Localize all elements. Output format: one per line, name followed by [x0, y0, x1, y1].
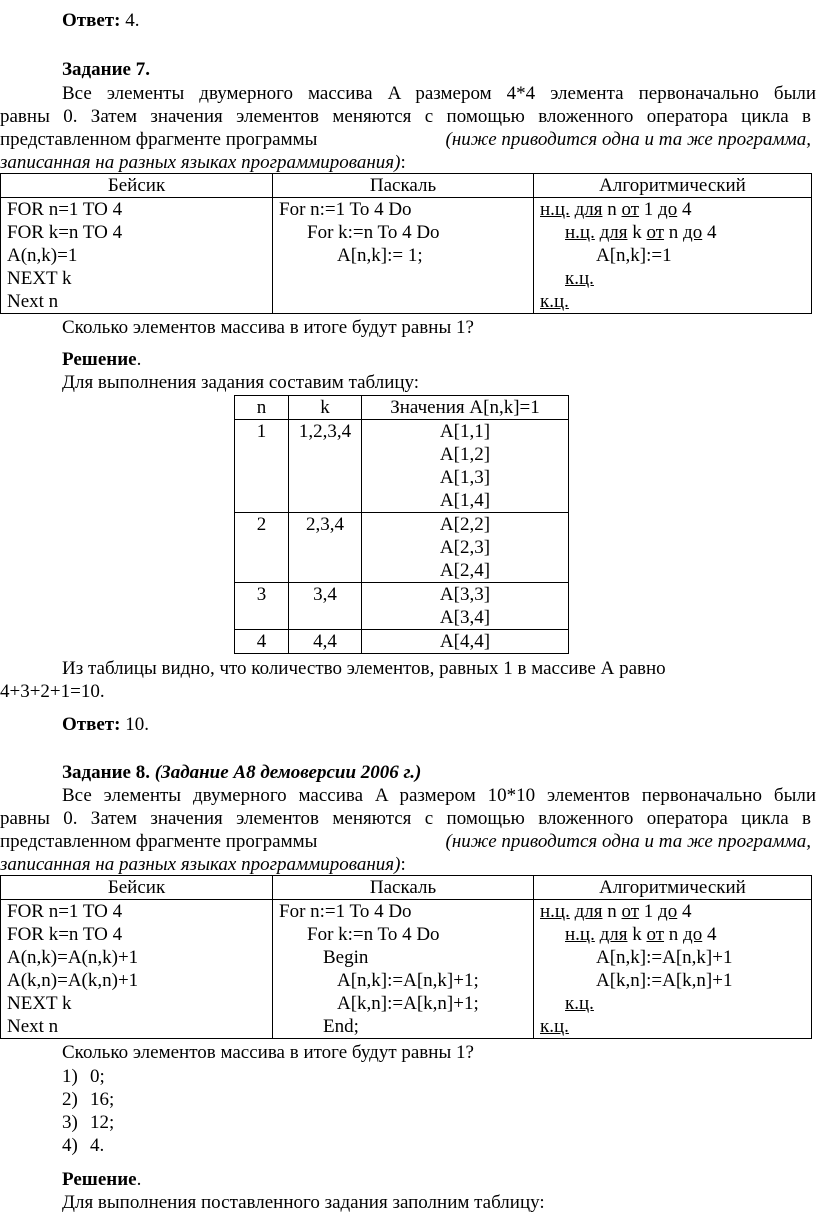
code-line: A(n,k)=1 — [7, 245, 78, 266]
code-basic — [1, 198, 273, 314]
code-line: For k:=n To 4 Do — [307, 924, 440, 945]
task8-option: 1) 0; — [62, 1066, 105, 1087]
calc-cell-values: A[4,4] — [362, 630, 569, 654]
code-line: End; — [323, 1016, 359, 1037]
code-line: NEXT k — [7, 268, 72, 289]
code-line: For k:=n To 4 Do — [307, 222, 440, 243]
code-line: к.ц. — [565, 268, 594, 289]
task7-conclusion-line1: Из таблицы видно, что количество элементов, равных 1 в массиве А равно — [62, 658, 666, 679]
code-line: Next n — [7, 291, 59, 312]
code-line: A[n,k]:=1 — [596, 245, 672, 266]
code-line: A(n,k)=A(n,k)+1 — [7, 947, 139, 968]
header-algorithmic: Алгоритмический — [534, 876, 812, 900]
task7-solution-heading: Решение. — [62, 349, 142, 370]
task7-answer: Ответ: 10. — [62, 714, 149, 735]
task7-question: Сколько элементов массива в итоге будут равны 1? — [62, 317, 474, 338]
calc-header-n: n — [235, 396, 289, 420]
code-pascal — [273, 900, 534, 1039]
task7-line3-italic: (ниже приводится одна и та же программа, — [445, 129, 811, 150]
calc-cell-values: A[2,2] A[2,3] A[2,4] — [362, 513, 569, 583]
task8-line1: Все элементы двумерного массива A размером 10*10 элементов первоначально были — [62, 785, 816, 806]
task8-code-table — [0, 875, 812, 1039]
answer-label: Ответ: — [62, 10, 121, 31]
task7-line4-colon: : — [400, 152, 406, 173]
task8-question: Сколько элементов массива в итоге будут равны 1? — [62, 1042, 474, 1063]
task7-code-table — [0, 173, 812, 314]
calc-cell-n: 3 — [235, 583, 289, 630]
code-algorithmic — [534, 900, 812, 1039]
calc-header-values: Значения A[n,k]=1 — [362, 396, 569, 420]
task7-line3-text: представленном фрагменте программы — [0, 129, 318, 150]
table-row — [235, 583, 569, 630]
calc-cell-n: 2 — [235, 513, 289, 583]
calc-cell-n: 1 — [235, 420, 289, 513]
code-line: н.ц. для k от n до 4 — [565, 924, 717, 945]
code-line: Begin — [323, 947, 369, 968]
code-line: н.ц. для n от 1 до 4 — [540, 199, 692, 220]
code-line: NEXT k — [7, 993, 72, 1014]
code-line: к.ц. — [540, 1016, 569, 1037]
answer-6 — [62, 9, 139, 32]
header-pascal: Паскаль — [273, 174, 534, 198]
calc-cell-k: 4,4 — [289, 630, 362, 654]
code-line: A(k,n)=A(k,n)+1 — [7, 970, 139, 991]
table-row — [235, 420, 569, 513]
task7-solution-text: Для выполнения задания составим таблицу: — [62, 372, 420, 393]
task8-option: 2) 16; — [62, 1089, 115, 1110]
task8-line4: записанная на разных языках программирования): — [0, 854, 406, 875]
code-line: FOR n=1 TO 4 — [7, 901, 123, 922]
task8-subtitle: (Задание А8 демоверсии 2006 г.) — [154, 762, 422, 783]
code-line: A[n,k]:= 1; — [337, 245, 423, 266]
task7-line3 — [0, 128, 811, 151]
calc-cell-k: 2,3,4 — [289, 513, 362, 583]
task8-option: 4) 4. — [62, 1135, 105, 1156]
calc-cell-values: A[1,1] A[1,2] A[1,3] A[1,4] — [362, 420, 569, 513]
header-basic: Бейсик — [1, 174, 273, 198]
code-line: к.ц. — [565, 993, 594, 1014]
task8-solution-heading: Решение. — [62, 1169, 142, 1190]
calc-header-k: k — [289, 396, 362, 420]
code-line: Next n — [7, 1016, 59, 1037]
code-line: A[k,n]:=A[k,n]+1; — [337, 993, 479, 1014]
task8-title: Задание 8. (Задание А8 демоверсии 2006 г.) — [62, 762, 422, 783]
task8-line2: равны 0. Затем значения элементов меняются с помощью вложенного оператора цикла в — [0, 808, 811, 829]
task8-option: 3) 12; — [62, 1112, 115, 1133]
task7-conclusion-line2: 4+3+2+1=10. — [0, 681, 105, 702]
code-line: н.ц. для k от n до 4 — [565, 222, 717, 243]
header-pascal: Паскаль — [273, 876, 534, 900]
code-line: A[k,n]:=A[k,n]+1 — [596, 970, 733, 991]
task7-line1: Все элементы двумерного массива A размером 4*4 элемента первоначально были — [62, 83, 816, 104]
code-line: For n:=1 To 4 Do — [279, 199, 412, 220]
task8-solution-text: Для выполнения поставленного задания заполним таблицу: — [62, 1192, 545, 1213]
answer-value: 4. — [120, 10, 140, 31]
calc-cell-n: 4 — [235, 630, 289, 654]
code-line: A[n,k]:=A[n,k]+1; — [337, 970, 479, 991]
calc-cell-k: 3,4 — [289, 583, 362, 630]
code-line: FOR n=1 TO 4 — [7, 199, 123, 220]
task7-line2: равны 0. Затем значения элементов меняются с помощью вложенного оператора цикла в — [0, 106, 811, 127]
calc-cell-values: A[3,3] A[3,4] — [362, 583, 569, 630]
header-basic: Бейсик — [1, 876, 273, 900]
code-line: A[n,k]:=A[n,k]+1 — [596, 947, 733, 968]
code-line: к.ц. — [540, 291, 569, 312]
code-line: FOR k=n TO 4 — [7, 222, 123, 243]
task8-line3: представленном фрагменте программы (ниже приводится одна и та же программа, — [0, 831, 811, 852]
code-line: For n:=1 To 4 Do — [279, 901, 412, 922]
calc-cell-k: 1,2,3,4 — [289, 420, 362, 513]
header-algorithmic: Алгоритмический — [534, 174, 812, 198]
task7-calc-table — [234, 395, 569, 654]
table-row — [235, 513, 569, 583]
code-line: FOR k=n TO 4 — [7, 924, 123, 945]
task7-line4-italic: записанная на разных языках программирования) — [0, 152, 401, 173]
code-pascal — [273, 198, 534, 314]
task7-title: Задание 7. — [62, 59, 150, 80]
code-line: н.ц. для n от 1 до 4 — [540, 901, 692, 922]
code-algorithmic — [534, 198, 812, 314]
table-row — [235, 630, 569, 654]
task7-line4 — [0, 151, 406, 174]
code-basic — [1, 900, 273, 1039]
